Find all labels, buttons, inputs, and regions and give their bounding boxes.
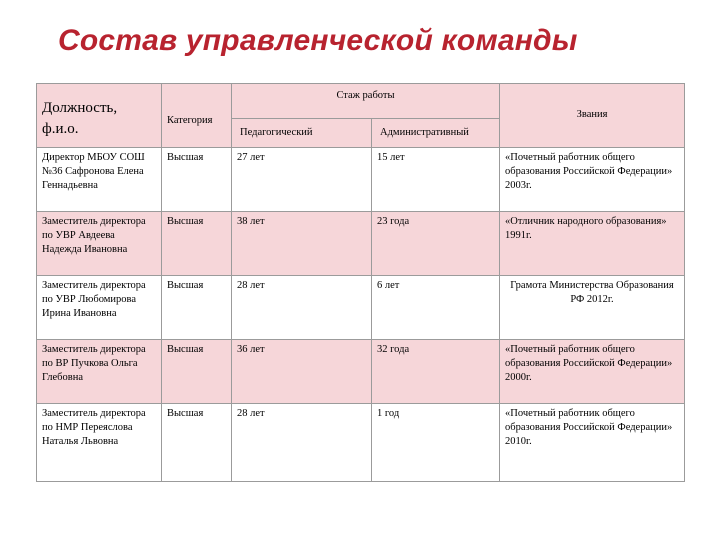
row-administrative: 32 года [372, 340, 500, 404]
row-pedagogical: 28 лет [232, 404, 372, 482]
table-row [37, 276, 685, 340]
header-pedagogical: Педагогический [232, 119, 372, 148]
row-administrative: 23 года [372, 212, 500, 276]
table-row [37, 212, 685, 276]
table-row [37, 340, 685, 404]
header-administrative: Административный [372, 119, 500, 148]
row-pedagogical: 28 лет [232, 276, 372, 340]
row-award: «Почетный работник общего образования Российской Федерации» 2003г. [500, 148, 685, 212]
row-award: «Почетный работник общего образования Российской Федерации» 2000г. [500, 340, 685, 404]
row-administrative: 15 лет [372, 148, 500, 212]
header-experience: Стаж работы [232, 84, 500, 119]
row-post: Заместитель директора по УВР Авдеева Надежда Ивановна [37, 212, 162, 276]
header-post: Должность, ф.и.о. [37, 84, 162, 148]
row-category: Высшая [162, 148, 232, 212]
row-post: Заместитель директора по НМР Переяслова Наталья Львовна [37, 404, 162, 482]
row-pedagogical: 27 лет [232, 148, 372, 212]
row-pedagogical: 36 лет [232, 340, 372, 404]
row-post: Заместитель директора по УВР Любомирова Ирина Ивановна [37, 276, 162, 340]
header-titles: Звания [500, 84, 685, 148]
management-team-table [36, 83, 685, 482]
row-post: Заместитель директора по ВР Пучкова Ольга Глебовна [37, 340, 162, 404]
table-row [37, 148, 685, 212]
row-pedagogical: 38 лет [232, 212, 372, 276]
row-category: Высшая [162, 212, 232, 276]
row-administrative: 1 год [372, 404, 500, 482]
table-row [37, 404, 685, 482]
row-award: «Почетный работник общего образования Российской Федерации» 2010г. [500, 404, 685, 482]
row-award: Грамота Министерства Образования РФ 2012г. [500, 276, 685, 340]
row-category: Высшая [162, 276, 232, 340]
row-category: Высшая [162, 340, 232, 404]
row-post: Директор МБОУ СОШ №36 Сафронова Елена Геннадьевна [37, 148, 162, 212]
row-award: «Отличник народного образования» 1991г. [500, 212, 685, 276]
row-category: Высшая [162, 404, 232, 482]
table-header-row [37, 84, 685, 119]
header-category: Категория [162, 84, 232, 148]
row-administrative: 6 лет [372, 276, 500, 340]
page-title: Состав управленческой команды [58, 24, 578, 57]
